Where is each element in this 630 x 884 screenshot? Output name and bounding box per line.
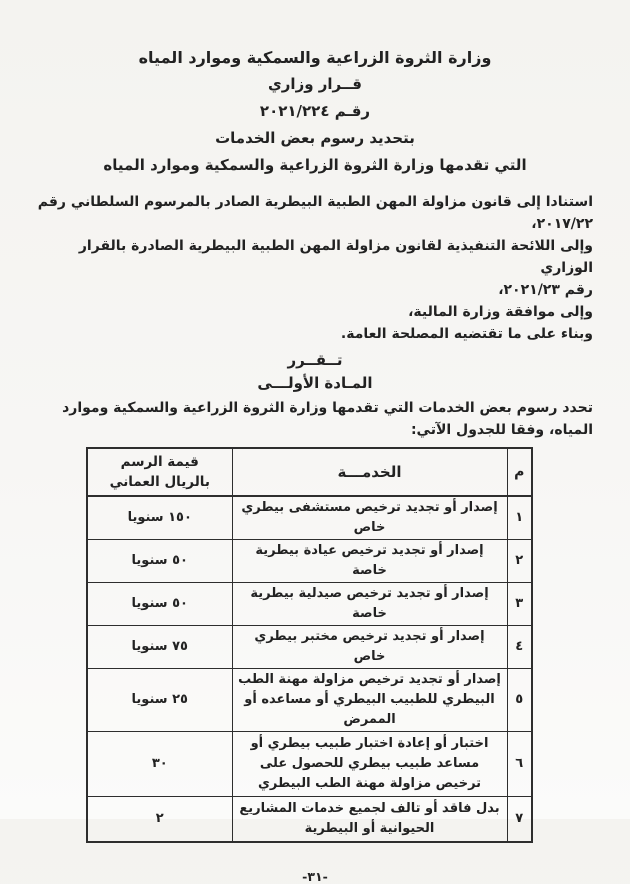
table-row — [87, 583, 532, 626]
table-row — [87, 540, 532, 583]
table-row — [87, 797, 532, 842]
serial-cell: ٧ — [507, 797, 532, 842]
preamble-line: وإلى موافقة وزارة المالية، — [408, 304, 593, 320]
fees-table — [86, 447, 533, 843]
service-cell: إصدار أو تجديد ترخيص مستشفى بيطري خاص — [232, 496, 507, 540]
preamble-line: وإلى اللائحة التنفيذية لقانون مزاولة المهن الطبية البيطرية الصادرة بالقرار الوزاري — [78, 238, 593, 276]
table-row — [87, 626, 532, 669]
table-row — [87, 669, 532, 732]
preamble-line: رقم ٢٠٢١/٢٣، — [498, 282, 593, 298]
fee-cell: ٣٠ — [87, 732, 232, 797]
table-row — [87, 496, 532, 540]
decree-word: تــقــرر — [287, 351, 343, 369]
serial-column-header: م — [507, 448, 532, 496]
serial-cell: ٣ — [507, 583, 532, 626]
preamble-line: استنادا إلى قانون مزاولة المهن الطبية البيطرية الصادر بالمرسوم السلطاني رقم ٢٠١٧/٢٢، — [37, 194, 593, 232]
service-cell: إصدار أو تجديد ترخيص عيادة بيطرية خاصة — [232, 540, 507, 583]
page-number: -٣١- — [302, 868, 328, 884]
article-title: المـادة الأولـــى — [257, 374, 373, 392]
preamble-line: وبناء على ما تقتضيه المصلحة العامة. — [340, 326, 593, 342]
service-column-header: الخدمـــة — [232, 448, 507, 496]
service-cell: بدل فاقد أو تالف لجميع خدمات المشاريع الحيوانية أو البيطرية — [232, 797, 507, 842]
decision-subject-line2: التي تقدمها وزارة الثروة الزراعية والسمكية وموارد المياه — [103, 156, 527, 174]
serial-cell: ٥ — [507, 669, 532, 732]
fee-header-line1: قيمة الرسم — [120, 454, 199, 470]
ministry-title: وزارة الثروة الزراعية والسمكية وموارد المياه — [138, 48, 492, 67]
table-header-row — [87, 448, 532, 496]
fee-column-header — [87, 448, 232, 496]
fee-cell: ٢٥ سنويا — [87, 669, 232, 732]
service-cell: إصدار أو تجديد ترخيص صيدلية بيطرية خاصة — [232, 583, 507, 626]
service-cell: إصدار أو تجديد ترخيص مختبر بيطري خاص — [232, 626, 507, 669]
fee-cell: ٥٠ سنويا — [87, 540, 232, 583]
fee-cell: ١٥٠ سنويا — [87, 496, 232, 540]
service-cell: اختبار أو إعادة اختبار طبيب بيطري أو مساعد طبيب بيطري للحصول على ترخيص مزاولة مهنة الطب البيطري — [232, 732, 507, 797]
decision-number: رقـم ٢٠٢١/٢٢٤ — [259, 102, 371, 120]
serial-cell: ٤ — [507, 626, 532, 669]
fee-header-line2: بالريال العماني — [109, 474, 210, 490]
service-cell: إصدار أو تجديد ترخيص مزاولة مهنة الطب البيطري للطبيب البيطري أو مساعده أو الممرض — [232, 669, 507, 732]
fee-cell: ٥٠ سنويا — [87, 583, 232, 626]
serial-cell: ١ — [507, 496, 532, 540]
preamble — [37, 191, 593, 345]
decision-subject-line1: بتحديد رسوم بعض الخدمات — [215, 129, 415, 147]
decision-type: قــرار وزاري — [268, 75, 362, 93]
table-row — [87, 732, 532, 797]
fee-cell: ٢ — [87, 797, 232, 842]
document-header — [37, 44, 593, 179]
serial-cell: ٢ — [507, 540, 532, 583]
serial-cell: ٦ — [507, 732, 532, 797]
article-body: تحدد رسوم بعض الخدمات التي تقدمها وزارة الثروة الزراعية والسمكية وموارد المياه، وفقا للجدول الآتي: — [62, 400, 593, 438]
fee-cell: ٧٥ سنويا — [87, 626, 232, 669]
